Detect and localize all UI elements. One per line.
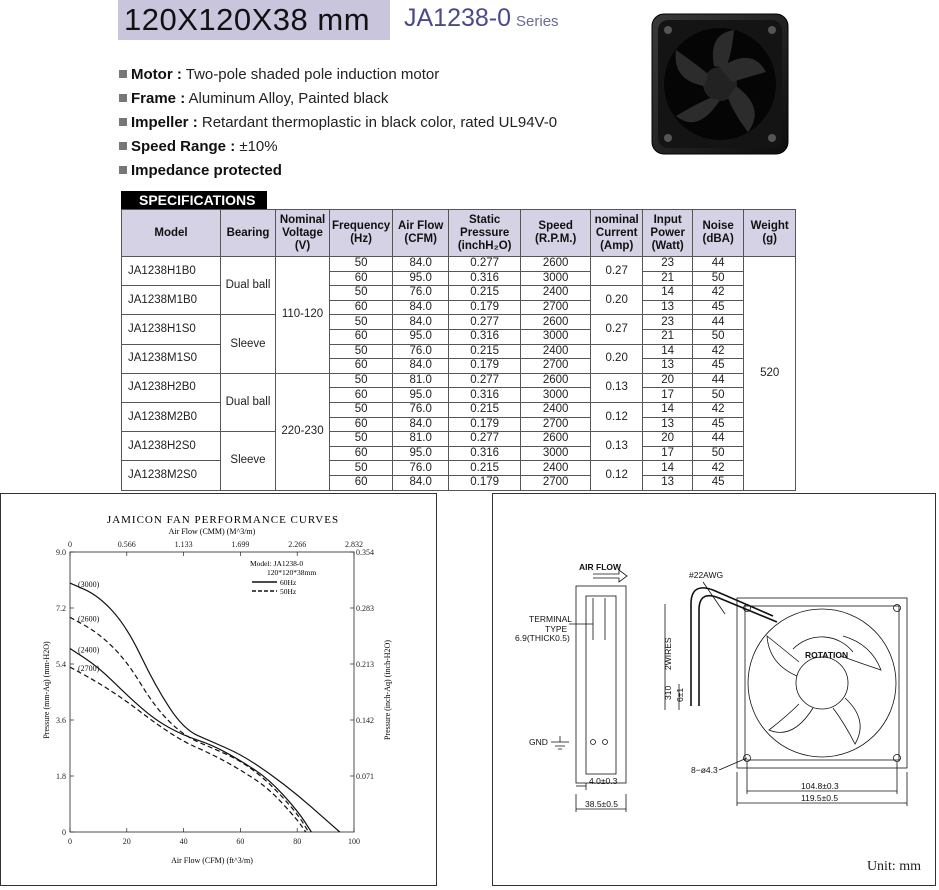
front-view-frame	[737, 598, 907, 768]
noise-cell: 42	[693, 286, 744, 301]
side-view-frame	[576, 586, 626, 783]
hole-spec-label: 8−ø4.3	[691, 765, 718, 775]
power-cell: 21	[643, 271, 693, 286]
frequency-cell: 60	[330, 271, 393, 286]
series-title	[404, 4, 559, 33]
y2-tick-label: 0.354	[356, 548, 374, 557]
feature-label: Frame :	[131, 90, 186, 107]
rotation-label: ROTATION	[805, 650, 849, 660]
feature-frame	[119, 90, 557, 114]
x-tick-label: 100	[348, 837, 360, 846]
y-axis-label: Pressure (mm-Aq) (mm-H2O)	[42, 641, 51, 739]
power-cell: 13	[643, 475, 693, 490]
static-pressure-cell: 0.277	[449, 373, 521, 388]
axis-ticks	[56, 540, 374, 846]
power-cell: 23	[643, 257, 693, 272]
airflow-cell: 81.0	[393, 373, 449, 388]
airflow-cell: 84.0	[393, 257, 449, 272]
feature-label: Speed Range :	[131, 138, 236, 155]
series-suffix: Series	[516, 13, 559, 30]
mount-hole	[894, 605, 901, 612]
feature-value: Aluminum Alloy, Painted black	[188, 90, 389, 107]
noise-cell: 42	[693, 402, 744, 417]
terminal-label: TERMINAL	[529, 614, 572, 624]
noise-cell: 50	[693, 329, 744, 344]
speed-cell: 2700	[521, 417, 591, 432]
bullet-square-icon	[119, 94, 127, 102]
airflow-cell: 81.0	[393, 432, 449, 447]
noise-cell: 45	[693, 475, 744, 490]
power-cell: 20	[643, 373, 693, 388]
airflow-cell: 95.0	[393, 388, 449, 403]
series-label: (2600)	[78, 614, 100, 624]
x2-tick-label: 1.699	[231, 540, 250, 549]
airflow-cell: 95.0	[393, 446, 449, 461]
feature-speed-range	[119, 138, 557, 162]
feature-label: Motor :	[131, 66, 182, 83]
frequency-cell: 50	[330, 402, 393, 417]
current-cell: 0.27	[591, 315, 643, 344]
specifications-heading: SPECIFICATIONS	[121, 191, 267, 209]
fan-hub	[796, 657, 848, 709]
y-tick-label: 5.4	[56, 660, 66, 669]
frequency-cell: 60	[330, 329, 393, 344]
wire-length-label: 310	[663, 685, 673, 700]
current-cell: 0.12	[591, 402, 643, 431]
frequency-cell: 60	[330, 300, 393, 315]
unit-label: Unit: mm	[866, 859, 921, 874]
col-current: nominal Current (Amp)	[591, 210, 643, 257]
specifications-table	[121, 209, 796, 491]
gnd-label: GND	[529, 737, 548, 747]
frequency-cell: 60	[330, 417, 393, 432]
feature-value: Retardant thermoplastic in black color, rated UL94V-0	[201, 114, 558, 131]
noise-cell: 50	[693, 388, 744, 403]
fan-blade	[767, 636, 799, 676]
frequency-cell: 50	[330, 344, 393, 359]
x-tick-label: 20	[122, 837, 131, 846]
power-cell: 14	[643, 344, 693, 359]
noise-cell: 50	[693, 271, 744, 286]
model-cell: JA1238M1S0	[122, 344, 221, 373]
bearing-cell: Sleeve	[221, 432, 276, 490]
dimension-drawing-panel	[492, 493, 936, 886]
table-body	[122, 257, 796, 491]
y2-tick-label: 0.142	[356, 716, 374, 725]
speed-cell: 2600	[521, 432, 591, 447]
feature-motor	[119, 66, 557, 90]
model-cell: JA1238M2S0	[122, 461, 221, 490]
dim-4-label: 4.0±0.3	[589, 776, 618, 786]
side-view-inner	[586, 596, 616, 774]
bearing-cell: Dual ball	[221, 257, 276, 315]
feature-value: ±10%	[239, 138, 278, 155]
noise-cell: 44	[693, 315, 744, 330]
chart-legend	[250, 559, 316, 596]
model-cell: JA1238H2B0	[122, 373, 221, 402]
airflow-cell: 84.0	[393, 359, 449, 374]
voltage-cell: 110-120	[276, 257, 330, 374]
speed-cell: 2600	[521, 373, 591, 388]
table-header-row	[122, 210, 796, 257]
airflow-cell: 76.0	[393, 402, 449, 417]
leader-line	[703, 582, 725, 614]
speed-cell: 3000	[521, 329, 591, 344]
x-tick-label: 0	[68, 837, 72, 846]
series-label: (2400)	[78, 645, 100, 655]
static-pressure-cell: 0.316	[449, 446, 521, 461]
x2-tick-label: 2.266	[288, 540, 307, 549]
power-cell: 14	[643, 461, 693, 476]
feature-list	[119, 66, 557, 186]
airflow-cell: 84.0	[393, 315, 449, 330]
speed-cell: 2700	[521, 475, 591, 490]
front-view-inner	[745, 606, 899, 760]
series-line-1	[70, 583, 340, 832]
model-cell: JA1238H1B0	[122, 257, 221, 286]
current-cell: 0.20	[591, 286, 643, 315]
col-weight: Weight (g)	[744, 210, 796, 257]
series-name: JA1238-0	[404, 4, 512, 32]
speed-cell: 2700	[521, 300, 591, 315]
table-row	[122, 257, 796, 272]
frequency-cell: 60	[330, 359, 393, 374]
legend-50hz: 50Hz	[280, 587, 297, 596]
table-row	[122, 373, 796, 388]
frequency-cell: 50	[330, 461, 393, 476]
airflow-cell: 84.0	[393, 300, 449, 315]
static-pressure-cell: 0.316	[449, 329, 521, 344]
product-size-title: 120X120X38 mm	[124, 2, 371, 37]
x-tick-label: 60	[236, 837, 245, 846]
y-tick-label: 9.0	[56, 548, 66, 557]
speed-cell: 2400	[521, 402, 591, 417]
speed-cell: 2400	[521, 461, 591, 476]
screw-hole	[591, 740, 596, 745]
power-cell: 17	[643, 388, 693, 403]
noise-cell: 45	[693, 300, 744, 315]
wire-lead	[691, 588, 773, 706]
speed-cell: 2400	[521, 286, 591, 301]
col-speed: Speed (R.P.M.)	[521, 210, 591, 257]
col-airflow: Air Flow (CFM)	[393, 210, 449, 257]
power-cell: 17	[643, 446, 693, 461]
wire-gauge-label: #22AWG	[689, 570, 724, 580]
front-view	[691, 598, 907, 806]
x-axis-label: Air Flow (CFM) (ft^3/m)	[171, 856, 253, 865]
noise-cell: 44	[693, 257, 744, 272]
y-tick-label: 7.2	[56, 604, 66, 613]
power-cell: 20	[643, 432, 693, 447]
bullet-square-icon	[119, 166, 127, 174]
x-tick-label: 40	[179, 837, 188, 846]
wire-count-label: 2WIRES	[663, 637, 673, 670]
dim-119-label: 119.5±0.5	[801, 793, 839, 803]
static-pressure-cell: 0.179	[449, 475, 521, 490]
col-model: Model	[122, 210, 221, 257]
bearing-cell: Dual ball	[221, 373, 276, 431]
model-cell: JA1238H1S0	[122, 315, 221, 344]
ground-icon	[551, 736, 569, 749]
y2-tick-label: 0.213	[356, 660, 374, 669]
side-view	[515, 562, 627, 812]
frequency-cell: 50	[330, 432, 393, 447]
static-pressure-cell: 0.316	[449, 388, 521, 403]
power-cell: 14	[643, 286, 693, 301]
static-pressure-cell: 0.179	[449, 300, 521, 315]
terminal-type-label: TYPE	[545, 624, 568, 634]
feature-impedance	[119, 162, 557, 186]
bullet-square-icon	[119, 70, 127, 78]
frequency-cell: 60	[330, 475, 393, 490]
airflow-cell: 84.0	[393, 475, 449, 490]
col-static-pressure: Static Pressure (inchH₂O)	[449, 210, 521, 257]
airflow-cell: 76.0	[393, 461, 449, 476]
y2-tick-label: 0.283	[356, 604, 374, 613]
table-row	[122, 315, 796, 330]
mount-hole	[894, 755, 901, 762]
airflow-cell: 84.0	[393, 417, 449, 432]
x2-axis-label: Air Flow (CMM) (M^3/m)	[168, 527, 256, 536]
static-pressure-cell: 0.316	[449, 271, 521, 286]
performance-chart-panel	[0, 493, 437, 886]
speed-cell: 2600	[521, 257, 591, 272]
screw-hole	[603, 740, 608, 745]
col-noise: Noise (dBA)	[693, 210, 744, 257]
dimension-drawing	[493, 494, 935, 885]
legend-model: Model: JA1238-0	[250, 559, 304, 568]
power-cell: 23	[643, 315, 693, 330]
frequency-cell: 50	[330, 286, 393, 301]
static-pressure-cell: 0.179	[449, 417, 521, 432]
x-tick-label: 80	[293, 837, 302, 846]
terminal-thickness-label: 6.9(THICK0.5)	[515, 633, 570, 643]
noise-cell: 45	[693, 417, 744, 432]
feature-label: Impedance protected	[131, 162, 282, 179]
frequency-cell: 60	[330, 446, 393, 461]
static-pressure-cell: 0.179	[449, 359, 521, 374]
col-voltage: Nominal Voltage (V)	[276, 210, 330, 257]
static-pressure-cell: 0.277	[449, 315, 521, 330]
current-cell: 0.13	[591, 373, 643, 402]
legend-size: 120*120*38mm	[267, 568, 317, 577]
power-cell: 13	[643, 417, 693, 432]
col-bearing: Bearing	[221, 210, 276, 257]
speed-cell: 2400	[521, 344, 591, 359]
fan-blade	[769, 704, 813, 732]
weight-cell: 520	[744, 257, 796, 491]
series-label: (3000)	[78, 580, 100, 590]
x2-tick-label: 1.133	[174, 540, 193, 549]
dim-104-label: 104.8±0.3	[801, 781, 839, 791]
power-cell: 13	[643, 300, 693, 315]
frequency-cell: 50	[330, 315, 393, 330]
airflow-label: AIR FLOW	[579, 562, 622, 572]
current-cell: 0.13	[591, 432, 643, 461]
airflow-cell: 76.0	[393, 286, 449, 301]
frequency-cell: 50	[330, 257, 393, 272]
feature-value: Two-pole shaded pole induction motor	[185, 66, 440, 83]
col-frequency: Frequency (Hz)	[330, 210, 393, 257]
feature-impeller	[119, 114, 557, 138]
speed-cell: 3000	[521, 446, 591, 461]
airflow-cell: 95.0	[393, 329, 449, 344]
chart-series	[70, 580, 340, 832]
bearing-cell: Sleeve	[221, 315, 276, 373]
y-tick-label: 3.6	[56, 716, 66, 725]
noise-cell: 42	[693, 461, 744, 476]
current-cell: 0.12	[591, 461, 643, 490]
current-cell: 0.20	[591, 344, 643, 373]
static-pressure-cell: 0.215	[449, 402, 521, 417]
speed-cell: 3000	[521, 388, 591, 403]
performance-chart	[1, 494, 436, 885]
y-tick-label: 0	[62, 828, 66, 837]
static-pressure-cell: 0.215	[449, 344, 521, 359]
series-label: (2700)	[78, 664, 100, 674]
static-pressure-cell: 0.277	[449, 257, 521, 272]
fan-product-photo	[648, 10, 794, 160]
power-cell: 14	[643, 402, 693, 417]
wire-strip-label: 6±1	[675, 687, 685, 702]
static-pressure-cell: 0.277	[449, 432, 521, 447]
speed-cell: 2600	[521, 315, 591, 330]
wire-leads	[663, 570, 777, 710]
chart-title: JAMICON FAN PERFORMANCE CURVES	[106, 514, 340, 526]
current-cell: 0.27	[591, 257, 643, 286]
dim-38-label: 38.5±0.5	[585, 799, 619, 809]
frequency-cell: 60	[330, 388, 393, 403]
static-pressure-cell: 0.215	[449, 461, 521, 476]
fan-opening	[748, 609, 896, 757]
static-pressure-cell: 0.215	[449, 286, 521, 301]
col-power: Input Power (Watt)	[643, 210, 693, 257]
speed-cell: 2700	[521, 359, 591, 374]
y-tick-label: 1.8	[56, 772, 66, 781]
model-cell: JA1238M2B0	[122, 402, 221, 431]
bullet-square-icon	[119, 118, 127, 126]
series-line-4	[70, 667, 306, 832]
feature-label: Impeller :	[131, 114, 198, 131]
model-cell: JA1238M1B0	[122, 286, 221, 315]
noise-cell: 44	[693, 373, 744, 388]
table-row	[122, 432, 796, 447]
y2-axis-label: Pressure (inch-Aq) (inch-H2O)	[383, 640, 392, 740]
noise-cell: 50	[693, 446, 744, 461]
model-cell: JA1238H2S0	[122, 432, 221, 461]
legend-60hz: 60Hz	[280, 578, 297, 587]
noise-cell: 42	[693, 344, 744, 359]
bullet-square-icon	[119, 142, 127, 150]
voltage-cell: 220-230	[276, 373, 330, 490]
fan-blade	[833, 698, 860, 744]
x2-tick-label: 2.832	[345, 540, 363, 549]
speed-cell: 3000	[521, 271, 591, 286]
power-cell: 13	[643, 359, 693, 374]
series-line-2	[70, 617, 309, 832]
series-line-3	[70, 648, 311, 832]
noise-cell: 44	[693, 432, 744, 447]
airflow-cell: 95.0	[393, 271, 449, 286]
noise-cell: 45	[693, 359, 744, 374]
frequency-cell: 50	[330, 373, 393, 388]
x2-tick-label: 0.566	[117, 540, 136, 549]
y2-tick-label: 0.071	[356, 772, 374, 781]
x2-tick-label: 0	[68, 540, 72, 549]
airflow-cell: 76.0	[393, 344, 449, 359]
power-cell: 21	[643, 329, 693, 344]
